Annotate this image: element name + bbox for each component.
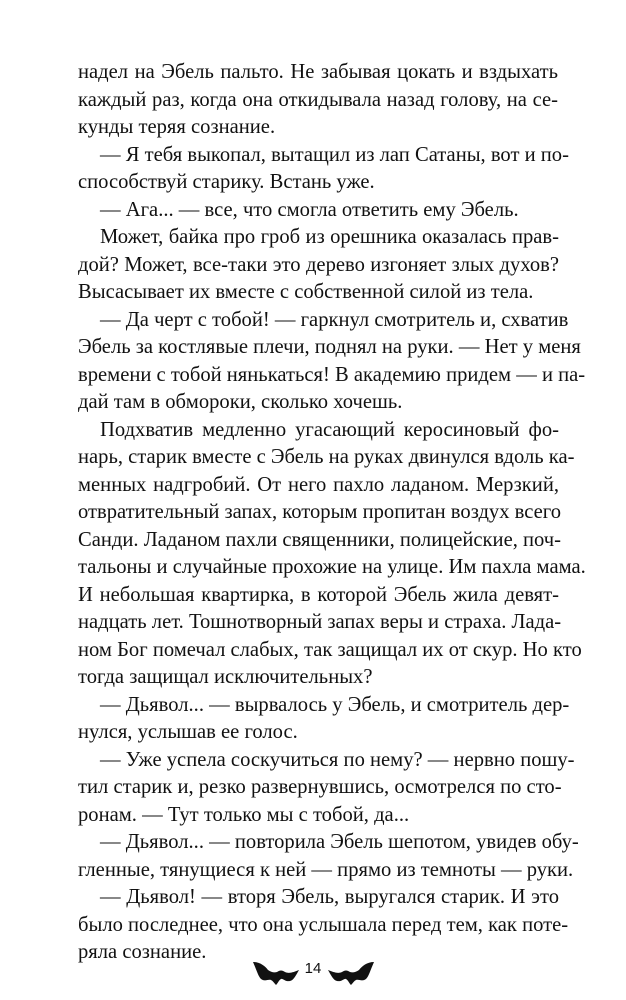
text-line: — Дьявол... — повторила Эбель шепотом, увидев обу- [100,831,579,853]
text-line: Подхватив медленно угасающий керосиновый фо- [100,419,559,441]
text-line: — Я тебя выкопал, вытащил из лап Сатаны, вот и по- [100,144,569,166]
text-line: дой? Может, все-таки это дерево изгоняет злых духов? [78,254,559,276]
text-line: было последнее, что она услышала перед тем, как поте- [78,914,569,936]
text-line: дай там в обмороки, сколько хочешь. [78,391,403,413]
text-line: кунды теряя сознание. [78,116,276,138]
text-line: способствуй старику. Встань уже. [78,171,375,193]
text-line: — Да черт с тобой! — гаркнул смотритель и, схватив [100,309,569,331]
text-line: — Ага... — все, что смогла ответить ему Эбель. [100,199,519,221]
text-line: ряла сознание. [78,941,207,963]
text-line: менных надгробий. От него пахло ладаном. Мерзкий, [78,474,559,496]
text-line: отвратительный запах, которым пропитан воздух всего [78,501,562,523]
text-line: нулся, услышав ее голос. [78,721,298,743]
text-line: надцать лет. Тошнотворный запах веры и страха. Лада- [78,611,562,633]
bat-icon [251,952,301,988]
text-line: Эбель за костлявые плечи, поднял на руки. — Нет у меня [78,336,581,358]
page-number: 14 [304,960,322,977]
page-footer [0,952,626,992]
text-line: надел на Эбель пальто. Не забывая цокать и вздыхать [78,61,558,83]
text-line: Санди. Ладаном пахли священники, полицейские, поч- [78,529,562,551]
text-line: ном Бог помечал слабых, так защищал их от скур. Но кто [78,639,582,661]
text-line: нарь, старик вместе с Эбель на руках двинулся вдоль ка- [78,446,575,468]
text-line: времени с тобой нянькаться! В академию придем — и па- [78,364,586,386]
text-line: И небольшая квартирка, в которой Эбель жила девят- [78,584,559,606]
text-line: тил старик и, резко развернувшись, осмотрелся по сто- [78,776,562,798]
text-line: ронам. — Тут только мы с тобой, да... [78,804,410,826]
text-line: гленные, тянущиеся к ней — прямо из темноты — руки. [78,859,574,881]
text-line: тогда защищал исключительных? [78,666,373,688]
bat-icon [326,952,376,988]
text-line: Может, байка про гроб из орешника оказалась прав- [100,226,559,248]
text-line: Высасывает их вместе с собственной силой из тела. [78,281,534,303]
text-line: каждый раз, когда она откидывала назад голову, на се- [78,89,558,111]
text-line: — Уже успела соскучиться по нему? — нервно пошу- [100,749,575,771]
text-line: тальоны и случайные прохожие на улице. Им пахла мама. [78,556,586,578]
text-line: — Дьявол! — вторя Эбель, выругался старик. И это [100,886,559,908]
text-line: — Дьявол... — вырвалось у Эбель, и смотритель дер- [100,694,570,716]
